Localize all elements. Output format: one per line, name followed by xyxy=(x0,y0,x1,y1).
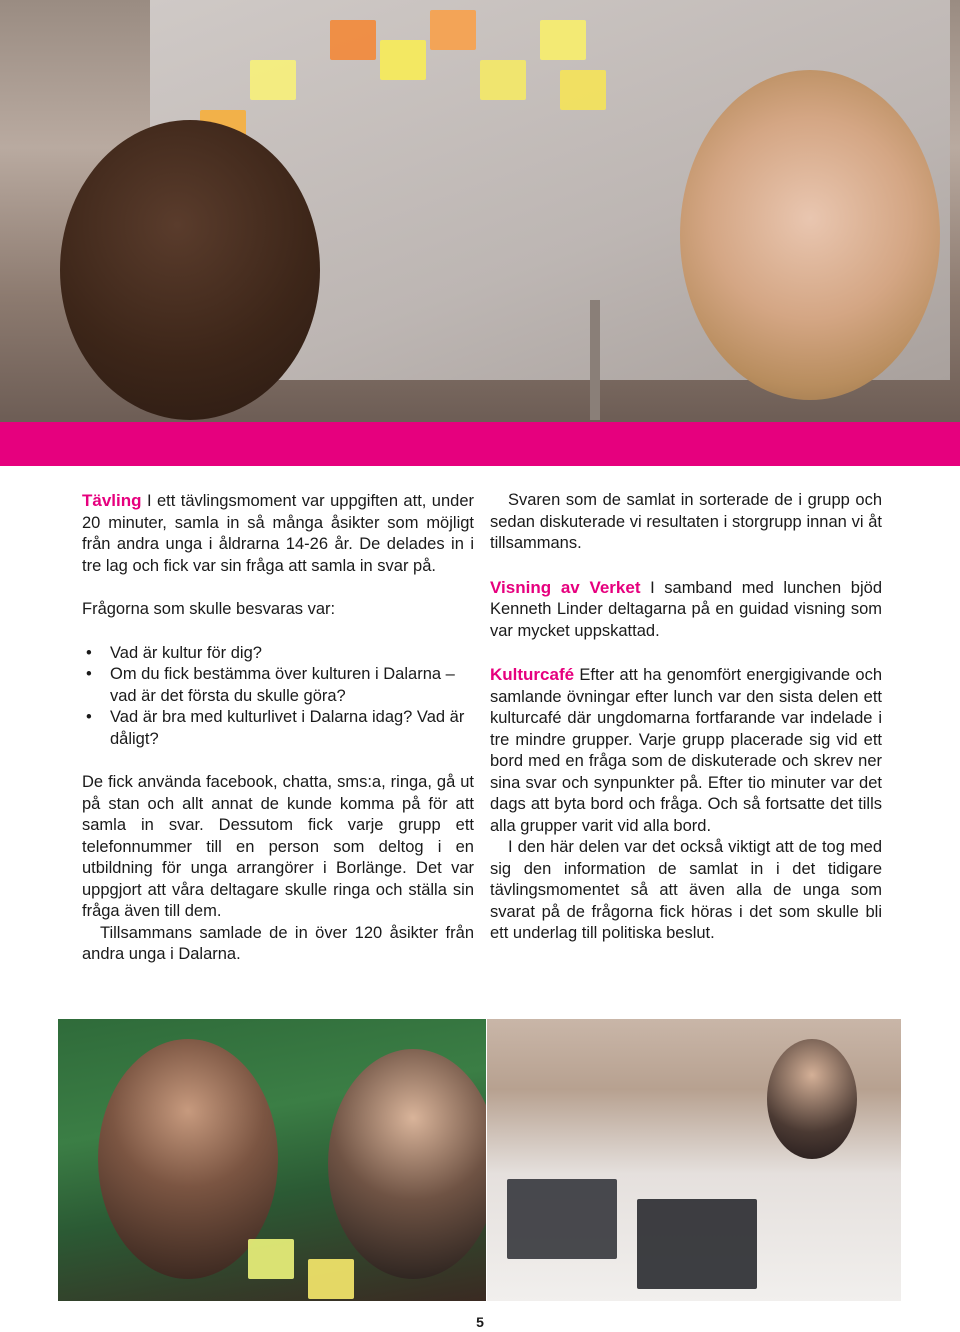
sticky-note xyxy=(430,10,476,50)
paragraph: De fick använda facebook, chatta, sms:a, ringa, gå ut på stan och allt annat de kunde komma på för att samla in svar. Dessutom fick varje grupp ett telefonnummer till en person som deltog i en utbildning för unga arrangörer i Borlänge. Det var uppgjort att våra deltagare skulle ringa och ställa sin fråga även till dem. xyxy=(82,773,474,920)
list-item: • Om du fick bestämma över kulturen i Dalarna – vad är det första du skulle göra? xyxy=(82,664,474,707)
heading-kulturcafe: Kulturcafé xyxy=(490,665,575,684)
sticky-note xyxy=(248,1239,294,1279)
bottom-left-photo xyxy=(58,1019,486,1301)
left-column xyxy=(82,490,474,966)
paragraph: I den här delen var det också viktigt att de tog med sig den information de samlat in i det tidigare tävlingsmomentet så att även alla de unga som svarat på de frågorna fick höras i det som skulle bli ett underlag till politiska beslut. xyxy=(490,838,882,942)
sticky-note xyxy=(330,20,376,60)
person-right xyxy=(680,70,940,400)
sticky-note xyxy=(560,70,606,110)
person-left xyxy=(60,120,320,420)
sticky-note xyxy=(250,60,296,100)
easel-leg xyxy=(590,300,600,420)
paragraph: Svaren som de samlat in sorterade de i grupp och sedan diskuterade vi resultaten i storgrupp innan vi åt tillsammans. xyxy=(490,491,882,552)
sticky-note xyxy=(380,40,426,80)
paragraph-text: I samband med lunchen bjöd Kenneth Linder deltagarna på en guidad visning som var mycket uppskattad. xyxy=(490,578,882,640)
pink-band xyxy=(0,422,960,466)
paragraph: Tillsammans samlade de in över 120 åsikter från andra unga i Dalarna. xyxy=(82,923,474,963)
questions-list xyxy=(82,643,474,751)
paragraph-text: Efter att ha genomfört energigivande och samlande övningar efter lunch var den sista delen ett kulturcafé där ungdomarna fortfarande var indelade i tre mindre grupper. Varje grupp placerade sig vid ett bord med en fråga som de diskuterade och skrev ner sina svar och synpunkter på. Efter tio minuter var det dags att byta bord och fråga. Och så fortsatte det tills alla grupper varit vid alla bord. xyxy=(490,666,882,835)
laptop xyxy=(507,1179,617,1259)
list-item: • Vad är bra med kulturlivet i Dalarna idag? Vad är dåligt? xyxy=(82,707,474,750)
sticky-note xyxy=(308,1259,354,1299)
paragraph-tavling xyxy=(82,490,474,577)
paragraph-text: I ett tävlingsmoment var uppgiften att, under 20 minuter, samla in så många åsikter som möjligt från andra unga i åldrarna 14-26 år. De delades in i tre lag och fick var sin fråga att samla in svar på. xyxy=(82,492,474,575)
page-number: 5 xyxy=(476,1314,484,1330)
questions-intro: Frågorna som skulle besvaras var: xyxy=(82,600,336,618)
sticky-note xyxy=(480,60,526,100)
sticky-note xyxy=(540,20,586,60)
heading-tavling: Tävling xyxy=(82,491,142,510)
bottom-right-photo xyxy=(487,1019,901,1301)
right-column xyxy=(490,490,882,945)
laptop xyxy=(637,1199,757,1289)
paragraph-kulturcafe xyxy=(490,664,882,837)
paragraph-visning xyxy=(490,577,882,643)
heading-visning: Visning av Verket xyxy=(490,577,641,597)
list-item: • Vad är kultur för dig? xyxy=(82,643,474,665)
person xyxy=(767,1039,857,1159)
person xyxy=(328,1049,486,1279)
top-photo xyxy=(0,0,960,422)
